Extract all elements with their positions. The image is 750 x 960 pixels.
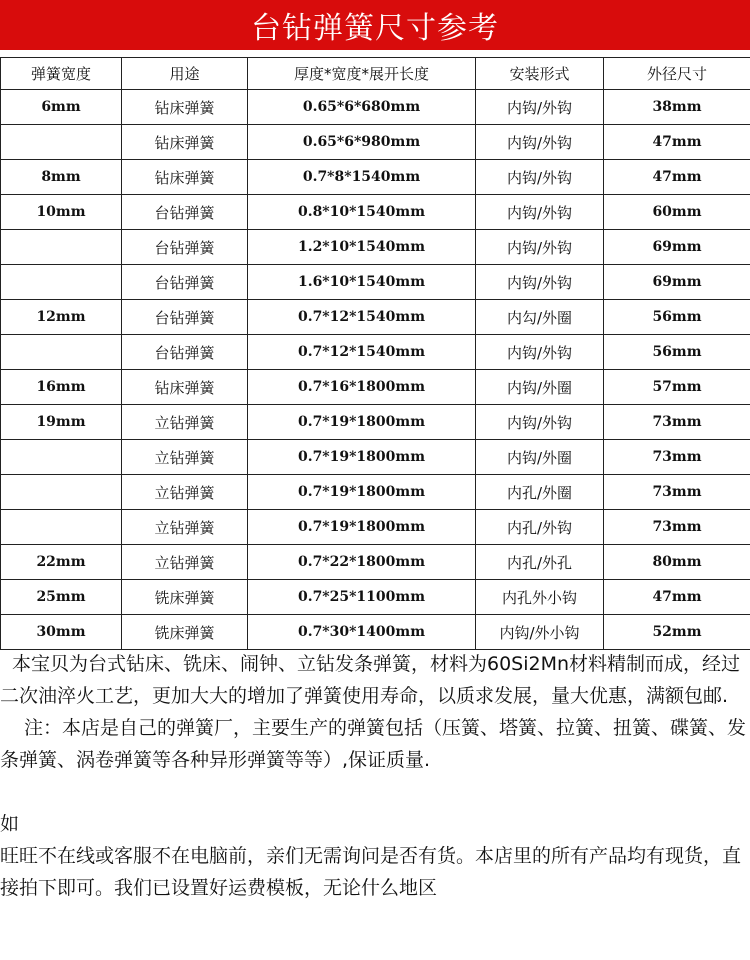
cell-outer-diameter: 57mm (604, 370, 750, 405)
cell-dimensions: 1.6*10*1540mm (248, 265, 476, 300)
cell-spring-width (1, 335, 122, 370)
table-row (1, 615, 750, 650)
cell-outer-diameter: 73mm (604, 475, 750, 510)
cell-spring-width (1, 125, 122, 160)
cell-spring-width (1, 510, 122, 545)
cell-spring-width: 16mm (1, 370, 122, 405)
cell-spring-width: 25mm (1, 580, 122, 615)
cell-dimensions: 0.8*10*1540mm (248, 195, 476, 230)
cell-mount-type: 内钩/外钩 (476, 195, 604, 230)
cell-usage: 台钻弹簧 (122, 335, 248, 370)
page-banner (0, 0, 750, 50)
cell-usage: 立钻弹簧 (122, 545, 248, 580)
cell-outer-diameter: 60mm (604, 195, 750, 230)
cell-spring-width: 19mm (1, 405, 122, 440)
cell-outer-diameter: 73mm (604, 510, 750, 545)
cell-dimensions: 0.7*16*1800mm (248, 370, 476, 405)
header-usage: 用途 (122, 58, 248, 90)
cell-usage: 台钻弹簧 (122, 230, 248, 265)
cell-mount-type: 内孔/外钩 (476, 510, 604, 545)
cell-mount-type: 内孔外小钩 (476, 580, 604, 615)
cell-outer-diameter: 73mm (604, 440, 750, 475)
cell-dimensions: 0.7*25*1100mm (248, 580, 476, 615)
cell-dimensions: 0.7*19*1800mm (248, 475, 476, 510)
cell-mount-type: 内钩/外钩 (476, 230, 604, 265)
table-row (1, 90, 750, 125)
table-row (1, 510, 750, 545)
cell-usage: 立钻弹簧 (122, 440, 248, 475)
header-mount-type: 安装形式 (476, 58, 604, 90)
cell-spring-width (1, 265, 122, 300)
table-row (1, 475, 750, 510)
table-row (1, 125, 750, 160)
description-block (0, 648, 750, 904)
header-spring-width: 弹簧宽度 (1, 58, 122, 90)
cell-usage: 台钻弹簧 (122, 265, 248, 300)
cell-outer-diameter: 69mm (604, 265, 750, 300)
table-row (1, 370, 750, 405)
cell-mount-type: 内钩/外圈 (476, 370, 604, 405)
spring-size-table (0, 57, 750, 650)
cell-usage: 立钻弹簧 (122, 405, 248, 440)
cell-spring-width (1, 475, 122, 510)
cell-outer-diameter: 80mm (604, 545, 750, 580)
cell-dimensions: 0.7*19*1800mm (248, 405, 476, 440)
cell-usage: 钻床弹簧 (122, 125, 248, 160)
cell-mount-type: 内钩/外钩 (476, 160, 604, 195)
cell-usage: 立钻弹簧 (122, 475, 248, 510)
cell-dimensions: 1.2*10*1540mm (248, 230, 476, 265)
header-dimensions: 厚度*宽度*展开长度 (248, 58, 476, 90)
cell-spring-width: 6mm (1, 90, 122, 125)
cell-usage: 钻床弹簧 (122, 160, 248, 195)
cell-spring-width: 8mm (1, 160, 122, 195)
cell-mount-type: 内孔/外孔 (476, 545, 604, 580)
cell-mount-type: 内钩/外钩 (476, 125, 604, 160)
cell-dimensions: 0.7*12*1540mm (248, 335, 476, 370)
cell-spring-width: 12mm (1, 300, 122, 335)
cell-dimensions: 0.7*22*1800mm (248, 545, 476, 580)
table-row (1, 160, 750, 195)
cell-outer-diameter: 69mm (604, 230, 750, 265)
cell-mount-type: 内钩/外钩 (476, 265, 604, 300)
cell-usage: 台钻弹簧 (122, 195, 248, 230)
cell-spring-width: 10mm (1, 195, 122, 230)
cell-usage: 铣床弹簧 (122, 615, 248, 650)
cell-mount-type: 内钩/外钩 (476, 90, 604, 125)
cell-mount-type: 内钩/外圈 (476, 440, 604, 475)
cell-dimensions: 0.65*6*680mm (248, 90, 476, 125)
banner-title: 台钻弹簧尺寸参考 (251, 11, 499, 46)
cell-outer-diameter: 56mm (604, 300, 750, 335)
cell-dimensions: 0.7*8*1540mm (248, 160, 476, 195)
cell-spring-width: 22mm (1, 545, 122, 580)
cell-usage: 铣床弹簧 (122, 580, 248, 615)
cell-dimensions: 0.7*19*1800mm (248, 440, 476, 475)
table-row (1, 300, 750, 335)
stock-notice-paragraph: 旺旺不在线或客服不在电脑前，亲们无需询问是否有货。本店里的所有产品均有现货，直接拍下即可。我们已设置好运费模板，无论什么地区 (0, 845, 742, 899)
table-header-row (1, 58, 750, 90)
description-paragraph: 本宝贝为台式钻床、铣床、闹钟、立钻发条弹簧，材料为60Si2Mn材料精制而成，经过二次油淬火工艺，更加大大的增加了弹簧使用寿命，以质求发展，量大优惠，满额包邮. (0, 653, 741, 707)
table-row (1, 580, 750, 615)
cell-outer-diameter: 38mm (604, 90, 750, 125)
cell-outer-diameter: 56mm (604, 335, 750, 370)
cell-mount-type: 内钩/外钩 (476, 405, 604, 440)
cell-mount-type: 内勾/外圈 (476, 300, 604, 335)
cell-outer-diameter: 47mm (604, 125, 750, 160)
table-row (1, 545, 750, 580)
header-outer-diameter: 外径尺寸 (604, 58, 750, 90)
table-row (1, 195, 750, 230)
cell-spring-width: 30mm (1, 615, 122, 650)
table-row (1, 440, 750, 475)
note-paragraph: 注：本店是自己的弹簧厂，主要生产的弹簧包括（压簧、塔簧、拉簧、扭簧、碟簧、发条弹簧、涡卷弹簧等各种异形弹簧等等）,保证质量. (0, 717, 747, 771)
cell-outer-diameter: 52mm (604, 615, 750, 650)
cell-outer-diameter: 47mm (604, 160, 750, 195)
cell-usage: 钻床弹簧 (122, 90, 248, 125)
cell-mount-type: 内钩/外钩 (476, 335, 604, 370)
cell-dimensions: 0.7*19*1800mm (248, 510, 476, 545)
cell-spring-width (1, 230, 122, 265)
table-body (1, 90, 750, 650)
table-row (1, 230, 750, 265)
cell-outer-diameter: 73mm (604, 405, 750, 440)
cell-mount-type: 内钩/外小钩 (476, 615, 604, 650)
cell-outer-diameter: 47mm (604, 580, 750, 615)
cell-usage: 钻床弹簧 (122, 370, 248, 405)
cell-spring-width (1, 440, 122, 475)
cell-mount-type: 内孔/外圈 (476, 475, 604, 510)
fragment-line: 如 (0, 813, 20, 835)
table-row (1, 335, 750, 370)
cell-dimensions: 0.65*6*980mm (248, 125, 476, 160)
table-row (1, 265, 750, 300)
table-row (1, 405, 750, 440)
cell-dimensions: 0.7*12*1540mm (248, 300, 476, 335)
cell-dimensions: 0.7*30*1400mm (248, 615, 476, 650)
cell-usage: 台钻弹簧 (122, 300, 248, 335)
cell-usage: 立钻弹簧 (122, 510, 248, 545)
spacer (0, 776, 750, 808)
